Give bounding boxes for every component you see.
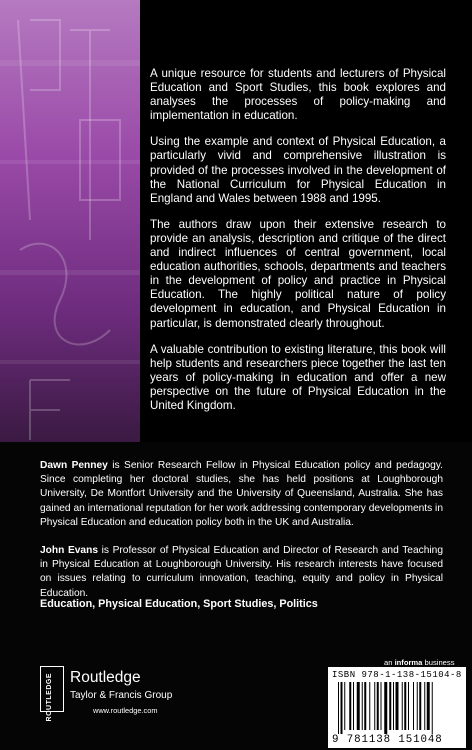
barcode-bar bbox=[377, 682, 379, 730]
barcode-bar bbox=[404, 682, 406, 730]
cover-art-panel bbox=[0, 0, 140, 442]
barcode-bar bbox=[389, 682, 391, 730]
publisher-group: Taylor & Francis Group bbox=[70, 690, 173, 701]
blurb-paragraph: A unique resource for students and lecturers of Physical Education and Sport Studies, this book explores and analyses the processes of policy-making and implementation in education. bbox=[150, 67, 446, 123]
barcode-bar bbox=[402, 682, 403, 730]
barcode-bar bbox=[357, 682, 360, 730]
publisher-name: Routledge bbox=[70, 669, 141, 686]
author-bio-text: is Senior Research Fellow in Physical Education policy and pedagogy. Since completing her doctoral studies, she has held positions at Loughborough University, De Montfort University and the University of Queensland, Australia. She has gained an international reputation for her work addressing contemporary developments in Physical Education and education policy both in the UK and Australia. bbox=[40, 460, 443, 528]
barcode-bar bbox=[374, 682, 375, 730]
barcode-bar bbox=[364, 682, 366, 730]
blurb-paragraph: A valuable contribution to existing literature, this book will help students and researchers piece together the last ten years of policy-making in education and offer a new perspective on the future of Physical Education in the United Kingdom. bbox=[150, 342, 446, 412]
decorative-lettering bbox=[0, 0, 140, 442]
barcode-bar bbox=[344, 682, 345, 730]
author-bio-text: is Professor of Physical Education and Director of Research and Teaching in Physical Education at Loughborough University. His research interests have focused on issues relating to curriculum innovation, teaching, equity and policy in Physical Education. bbox=[40, 545, 443, 599]
barcode-bar bbox=[381, 682, 382, 730]
barcode-bar bbox=[341, 682, 343, 734]
barcode-bar bbox=[396, 682, 399, 730]
barcode-bar bbox=[349, 682, 351, 730]
author-bio-penney bbox=[40, 459, 443, 530]
barcode-bar bbox=[413, 682, 414, 730]
barcode-bar bbox=[424, 682, 425, 730]
publisher-logo bbox=[40, 666, 200, 720]
author-name: Dawn Penney bbox=[40, 460, 108, 471]
barcode-bars bbox=[338, 682, 460, 734]
barcode-bar bbox=[369, 682, 370, 730]
barcode-bar bbox=[427, 682, 430, 730]
barcode-bar bbox=[419, 682, 421, 730]
author-name: John Evans bbox=[40, 545, 98, 556]
barcode-bar bbox=[417, 682, 418, 730]
barcode-number: 9 781138 151048 bbox=[332, 734, 443, 746]
barcode-bar bbox=[408, 682, 409, 730]
barcode-bar bbox=[353, 682, 354, 730]
barcode-bar bbox=[338, 682, 339, 734]
publisher-website: www.routledge.com bbox=[93, 706, 158, 715]
routledge-emblem: ROUTLEDGE bbox=[40, 666, 64, 712]
blurb-paragraph: The authors draw upon their extensive research to provide an analysis, description and critique of the direct and indirect influences of central government, local education authorities, schools, departments and teachers in the development of policy and practice in Physical Education. The highly political nature of policy development in education, and Physical Education in particular, is demonstrated clearly throughout. bbox=[150, 217, 446, 330]
isbn-barcode bbox=[328, 667, 466, 748]
informa-tag: an informa business bbox=[384, 658, 455, 667]
barcode-bar bbox=[362, 682, 363, 730]
barcode-bar bbox=[432, 682, 433, 734]
barcode-bar bbox=[393, 682, 394, 730]
back-cover-blurb bbox=[150, 67, 446, 425]
isbn-label: ISBN 978-1-138-15104-8 bbox=[332, 670, 462, 680]
blurb-paragraph: Using the example and context of Physical Education, a particularly vivid and comprehensive illustration is provided of the processes involved in the development of the National Curriculum for Physical Education in England and Wales between 1988 and 1995. bbox=[150, 135, 446, 205]
subject-categories: Education, Physical Education, Sport Studies, Politics bbox=[40, 598, 318, 610]
author-bio-evans bbox=[40, 544, 443, 601]
barcode-bar bbox=[384, 682, 387, 734]
